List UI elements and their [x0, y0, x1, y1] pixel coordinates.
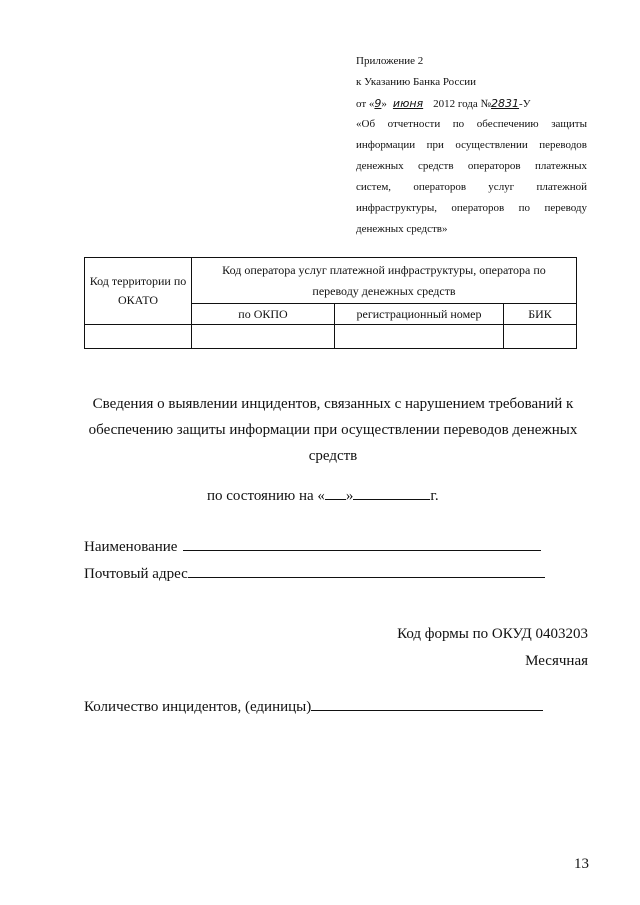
reg-number-value-cell[interactable]: [335, 325, 504, 349]
as-of-month-year-field[interactable]: [353, 499, 430, 500]
date-day: 9: [374, 97, 382, 110]
bik-column-header: БИК: [504, 304, 577, 325]
as-of-mid: »: [345, 488, 354, 504]
name-label: Наименование: [84, 539, 178, 555]
title-line: Сведения о выявлении инцидентов, связанных с нарушением требований к: [92, 396, 574, 412]
page-number: 13: [574, 856, 589, 872]
okpo-value-cell[interactable]: [192, 325, 335, 349]
appendix-quote-last: денежных средств»: [356, 223, 448, 235]
title-line: обеспечению защиты информации при осуществлении переводов денежных: [88, 422, 578, 438]
incidents-label: Количество инцидентов, (единицы): [84, 699, 312, 715]
form-code: [397, 621, 588, 675]
date-prefix: от «: [356, 98, 375, 110]
as-of-suffix: г.: [430, 488, 439, 504]
incidents-row: [84, 699, 543, 716]
as-of-date-line: [207, 488, 439, 505]
address-label: Почтовый адрес: [84, 566, 188, 582]
appendix-quote-line: денежных средств операторов платежных: [356, 160, 587, 172]
title-line: средств: [308, 448, 358, 464]
codes-table: [84, 257, 577, 349]
date-month: июня: [392, 97, 424, 110]
name-field[interactable]: [183, 550, 541, 551]
form-code-okud: Код формы по ОКУД 0403203: [397, 626, 588, 642]
reg-number-column-header: регистрационный номер: [335, 304, 504, 325]
appendix-line-1: Приложение 2: [356, 55, 424, 67]
as-of-day-field[interactable]: [325, 499, 346, 500]
address-field[interactable]: [188, 577, 545, 578]
appendix-quote-line: инфраструктуры, операторов по переводу: [356, 202, 587, 214]
appendix-date-line: [356, 93, 531, 115]
appendix-quote-line: информации при осуществлении переводов: [356, 139, 587, 151]
appendix-quote-line: систем, операторов услуг платежной: [356, 181, 587, 193]
decree-number: 2831: [491, 97, 520, 110]
okpo-column-header: по ОКПО: [192, 304, 335, 325]
document-title: [60, 391, 606, 469]
appendix-line-2: к Указанию Банка России: [356, 76, 476, 88]
okato-header: Код территории по ОКАТО: [85, 258, 192, 325]
incidents-count-field[interactable]: [311, 710, 543, 711]
form-periodicity: Месячная: [525, 653, 588, 669]
appendix-quote-line: «Об отчетности по обеспечению защиты: [356, 118, 587, 130]
decree-suffix: -У: [519, 98, 531, 110]
date-mid: »: [381, 98, 387, 110]
name-row: [84, 539, 541, 556]
okato-value-cell[interactable]: [85, 325, 192, 349]
operator-header: Код оператора услуг платежной инфраструктуры, оператора по переводу денежных средств: [192, 258, 577, 304]
bik-value-cell[interactable]: [504, 325, 577, 349]
date-year: 2012 года №: [433, 98, 492, 110]
address-row: [84, 566, 545, 583]
as-of-prefix: по состоянию на «: [207, 488, 325, 504]
